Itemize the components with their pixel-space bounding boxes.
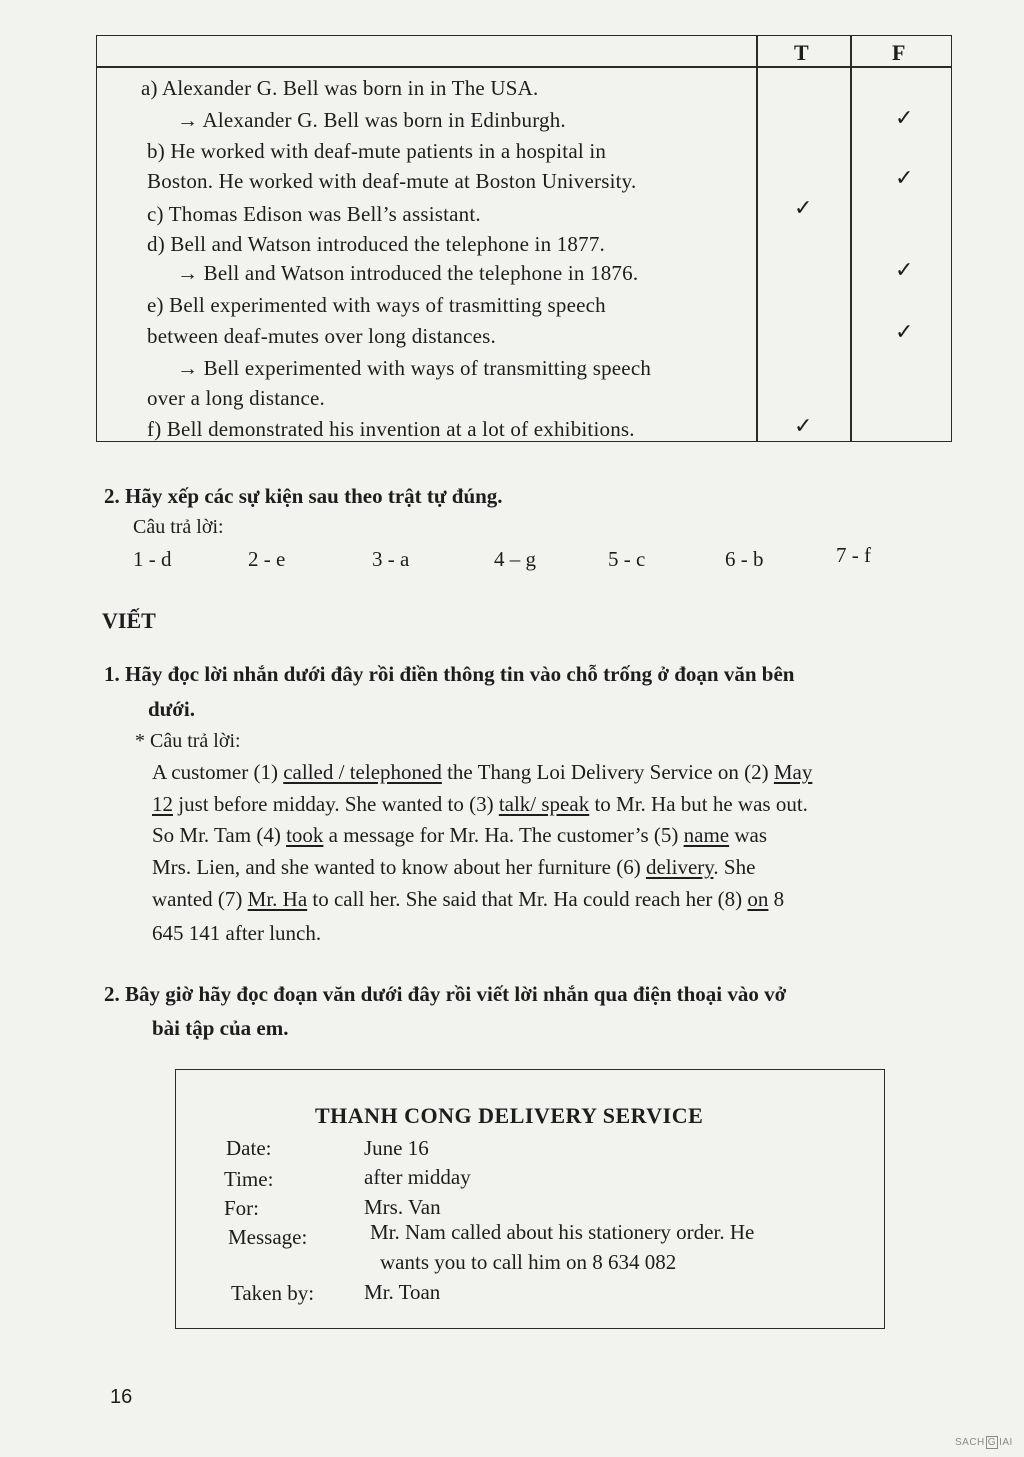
blank-5-answer: name: [683, 823, 730, 847]
column-header-false: F: [892, 40, 906, 65]
viet-q1-heading-line2: dưới.: [148, 697, 195, 721]
viet-q2-heading-line1: 2. Bây giờ hãy đọc đoạn văn dưới đây rồi viết lời nhắn qua điện thoại vào vở: [104, 982, 787, 1006]
correction-e-line2: over a long distance.: [147, 386, 325, 410]
blank-2-answer-cont: 12: [152, 792, 173, 816]
true-false-table: [96, 35, 952, 442]
page-number: 16: [110, 1386, 133, 1408]
statement-d: d) Bell and Watson introduced the telephone in 1877.: [147, 232, 605, 256]
date-value: June 16: [364, 1136, 429, 1160]
order-answer-2: 2 - e: [248, 547, 286, 571]
viet-answer-label: * Câu trả lời:: [135, 730, 241, 752]
statement-c: c) Thomas Edison was Bell’s assistant.: [147, 202, 481, 226]
statement-a: a) Alexander G. Bell was born in in The USA.: [141, 76, 539, 100]
blank-8-answer: on: [747, 887, 769, 911]
viet-q1-heading-line1: 1. Hãy đọc lời nhắn dưới đây rồi điền thông tin vào chỗ trống ở đoạn văn bên: [104, 662, 795, 686]
message-label: Message:: [228, 1225, 308, 1249]
message-value-line2: wants you to call him on 8 634 082: [380, 1250, 677, 1274]
blank-7-answer: Mr. Ha: [247, 887, 308, 911]
table-divider-statement: [756, 36, 758, 441]
paragraph-line-6: 645 141 after lunch.: [152, 921, 322, 945]
column-header-true: T: [794, 40, 809, 65]
tick-d-false: ✓: [895, 258, 914, 283]
paragraph-line-4: Mrs. Lien, and she wanted to know about her furniture (6) delivery. She: [152, 855, 756, 879]
order-answer-5: 5 - c: [608, 547, 646, 571]
correction-e-line1: → Bell experimented with ways of transmitting speech: [177, 356, 652, 380]
correction-d: → Bell and Watson introduced the telephone in 1876.: [177, 261, 639, 285]
statement-e-line2: between deaf-mutes over long distances.: [147, 324, 496, 348]
statement-b-line1: b) He worked with deaf-mute patients in a hospital in: [147, 139, 607, 163]
order-answer-7: 7 - f: [836, 543, 871, 567]
order-answer-4: 4 – g: [494, 547, 536, 571]
message-box-title: THANH CONG DELIVERY SERVICE: [315, 1103, 704, 1128]
viet-title: VIẾT: [102, 608, 156, 633]
statement-e-line1: e) Bell experimented with ways of trasmitting speech: [147, 293, 606, 317]
time-value: after midday: [364, 1165, 471, 1189]
tick-c-true: ✓: [794, 196, 813, 221]
paragraph-line-2: 12 just before midday. She wanted to (3) talk/ speak to Mr. Ha but he was out.: [152, 792, 808, 816]
taken-by-label: Taken by:: [231, 1281, 315, 1305]
blank-3-answer: talk/ speak: [498, 792, 590, 816]
paragraph-line-1: A customer (1) called / telephoned the Thang Loi Delivery Service on (2) May: [152, 760, 813, 784]
correction-a: → Alexander G. Bell was born in Edinburgh.: [177, 108, 566, 132]
statement-b-line2: Boston. He worked with deaf-mute at Boston University.: [147, 169, 637, 193]
watermark-logo-icon: G: [987, 1437, 997, 1448]
viet-q2-heading-line2: bài tập của em.: [152, 1016, 289, 1040]
section2-heading: 2. Hãy xếp các sự kiện sau theo trật tự đúng.: [104, 484, 503, 508]
blank-1-answer: called / telephoned: [283, 760, 442, 784]
paragraph-line-5: wanted (7) Mr. Ha to call her. She said that Mr. Ha could reach her (8) on 8: [152, 887, 785, 911]
publisher-watermark: SACH G IAI: [955, 1437, 1013, 1448]
for-value: Mrs. Van: [364, 1195, 441, 1219]
order-answer-3: 3 - a: [372, 547, 410, 571]
blank-2-answer: May: [773, 760, 813, 784]
phone-message-box: [175, 1069, 885, 1329]
tick-e-false: ✓: [895, 320, 914, 345]
tick-a-false: ✓: [895, 106, 914, 131]
statement-f: f) Bell demonstrated his invention at a lot of exhibitions.: [147, 417, 635, 441]
order-answer-1: 1 - d: [133, 547, 172, 571]
tick-f-true: ✓: [794, 414, 813, 439]
blank-6-answer: delivery: [645, 855, 714, 879]
taken-by-value: Mr. Toan: [364, 1280, 441, 1304]
paragraph-line-3: So Mr. Tam (4) took a message for Mr. Ha. The customer’s (5) name was: [152, 823, 768, 847]
blank-4-answer: took: [286, 823, 324, 847]
time-label: Time:: [224, 1167, 274, 1191]
table-header-rule: [97, 66, 951, 68]
tick-b-false: ✓: [895, 166, 914, 191]
date-label: Date:: [226, 1136, 272, 1160]
section2-answer-label: Câu trả lời:: [133, 516, 224, 538]
message-value-line1: Mr. Nam called about his stationery order. He: [370, 1220, 755, 1244]
table-divider-tf: [850, 36, 852, 441]
for-label: For:: [224, 1196, 260, 1220]
order-answer-6: 6 - b: [725, 547, 764, 571]
